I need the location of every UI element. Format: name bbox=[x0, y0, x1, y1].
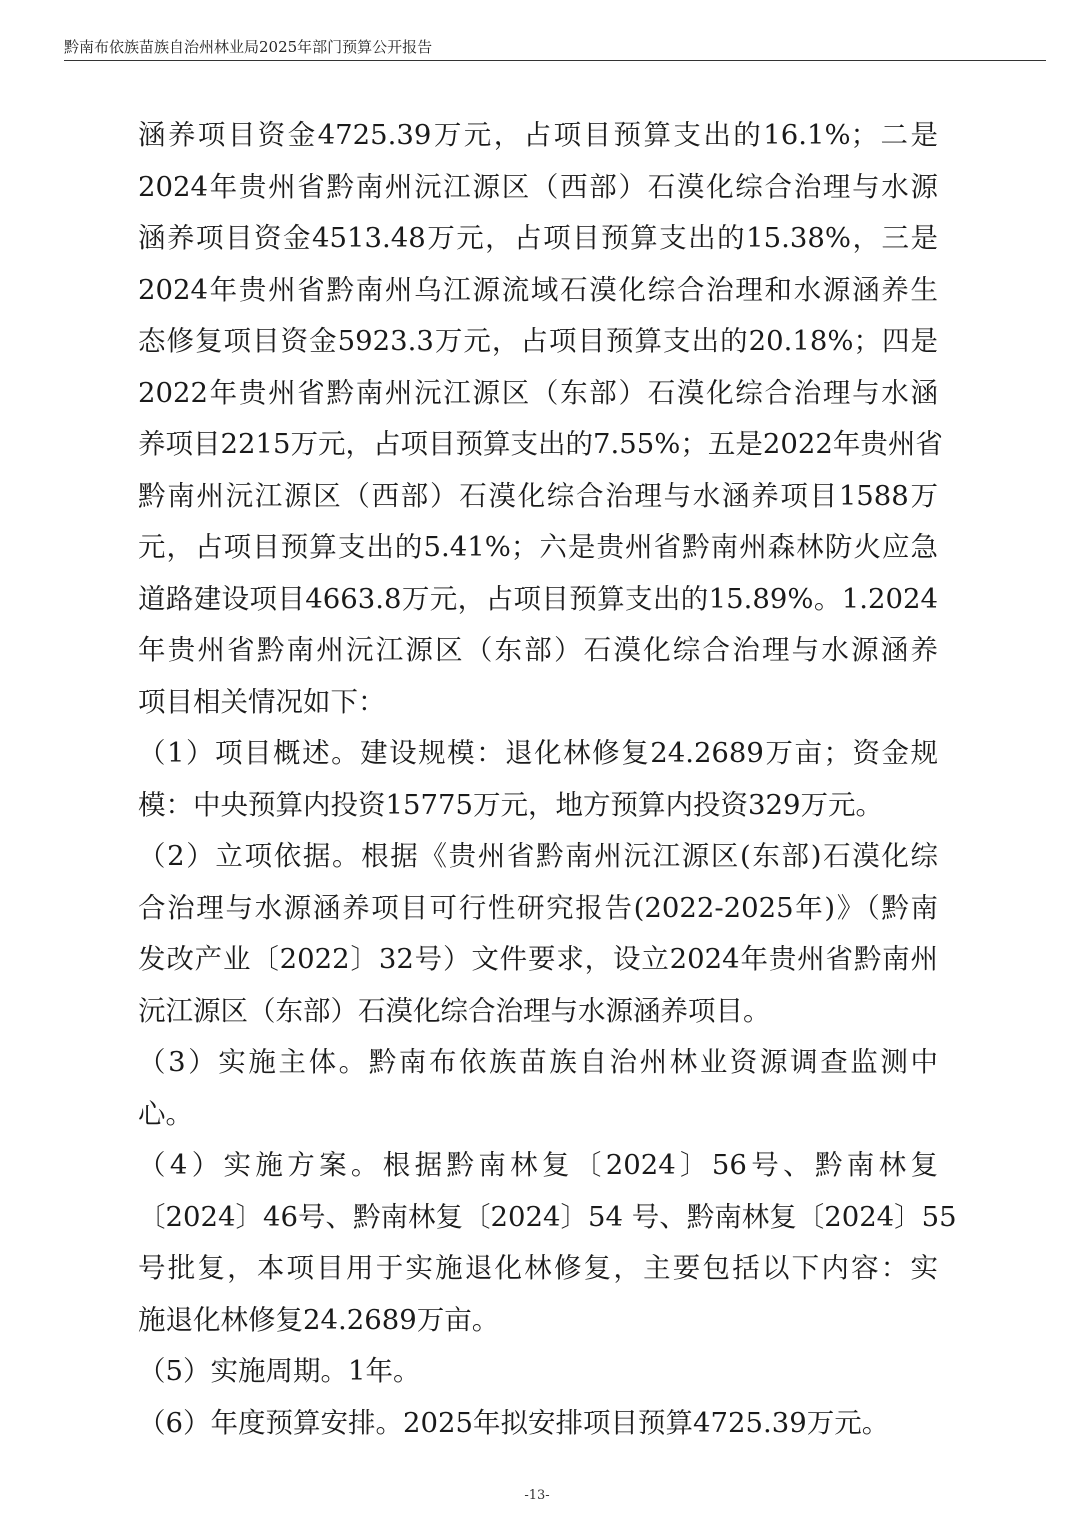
body-line: 心。 bbox=[138, 1097, 193, 1130]
header-divider bbox=[64, 60, 1046, 61]
page-number: -13- bbox=[524, 1488, 550, 1503]
body-line: （1）项目概述。建设规模：退化林修复24.2689万亩；资金规 bbox=[138, 737, 938, 769]
body-line: 沅江源区（东部）石漠化综合治理与水源涵养项目。 bbox=[138, 994, 771, 1027]
page-header-title: 黔南布依族苗族自治州林业局2025年部门预算公开报告 bbox=[64, 38, 433, 56]
document-body bbox=[138, 110, 957, 1449]
body-line: 养项目2215万元，占项目预算支出的7.55%；五是2022年贵州省 bbox=[138, 428, 943, 460]
body-line: （6）年度预算安排。2025年拟安排项目预算4725.39万元。 bbox=[138, 1406, 890, 1439]
body-line: （5）实施周期。1年。 bbox=[138, 1355, 421, 1387]
body-line: 道路建设项目4663.8万元，占项目预算支出的15.89%。1.2024 bbox=[138, 582, 938, 615]
body-line: 2024年贵州省黔南州沅江源区（西部）石漠化综合治理与水源 bbox=[138, 170, 938, 203]
body-line: 2024年贵州省黔南州乌江源流域石漠化综合治理和水源涵养生 bbox=[138, 273, 938, 306]
body-line: 黔南州沅江源区（西部）石漠化综合治理与水涵养项目1588万 bbox=[138, 479, 938, 512]
body-line: （2）立项依据。根据《贵州省黔南州沅江源区(东部)石漠化综 bbox=[138, 840, 938, 872]
body-line: 态修复项目资金5923.3万元，占项目预算支出的20.18%；四是 bbox=[138, 325, 938, 357]
body-line: 合治理与水源涵养项目可行性研究报告(2022-2025年)》（黔南 bbox=[138, 891, 938, 924]
body-line: 涵养项目资金4725.39万元，占项目预算支出的16.1%；二是 bbox=[138, 119, 938, 151]
body-line: （4）实施方案。根据黔南林复〔2024〕56号、黔南林复 bbox=[138, 1149, 938, 1181]
body-line: 模：中央预算内投资15775万元，地方预算内投资329万元。 bbox=[138, 788, 883, 821]
body-line: 2022年贵州省黔南州沅江源区（东部）石漠化综合治理与水涵 bbox=[138, 376, 938, 409]
body-line: 年贵州省黔南州沅江源区（东部）石漠化综合治理与水源涵养 bbox=[138, 634, 938, 666]
body-line: 涵养项目资金4513.48万元，占项目预算支出的15.38%，三是 bbox=[138, 222, 938, 254]
body-line: 〔2024〕46号、黔南林复〔2024〕54 号、黔南林复〔2024〕55 bbox=[138, 1200, 957, 1233]
body-line: （3）实施主体。黔南布依族苗族自治州林业资源调查监测中 bbox=[138, 1046, 938, 1078]
body-line: 发改产业〔2022〕32号）文件要求，设立2024年贵州省黔南州 bbox=[138, 943, 938, 975]
body-line: 号批复，本项目用于实施退化林修复，主要包括以下内容：实 bbox=[138, 1252, 938, 1284]
body-line: 项目相关情况如下： bbox=[138, 685, 386, 718]
body-line: 施退化林修复24.2689万亩。 bbox=[138, 1303, 500, 1336]
body-line: 元，占项目预算支出的5.41%；六是贵州省黔南州森林防火应急 bbox=[138, 531, 938, 563]
